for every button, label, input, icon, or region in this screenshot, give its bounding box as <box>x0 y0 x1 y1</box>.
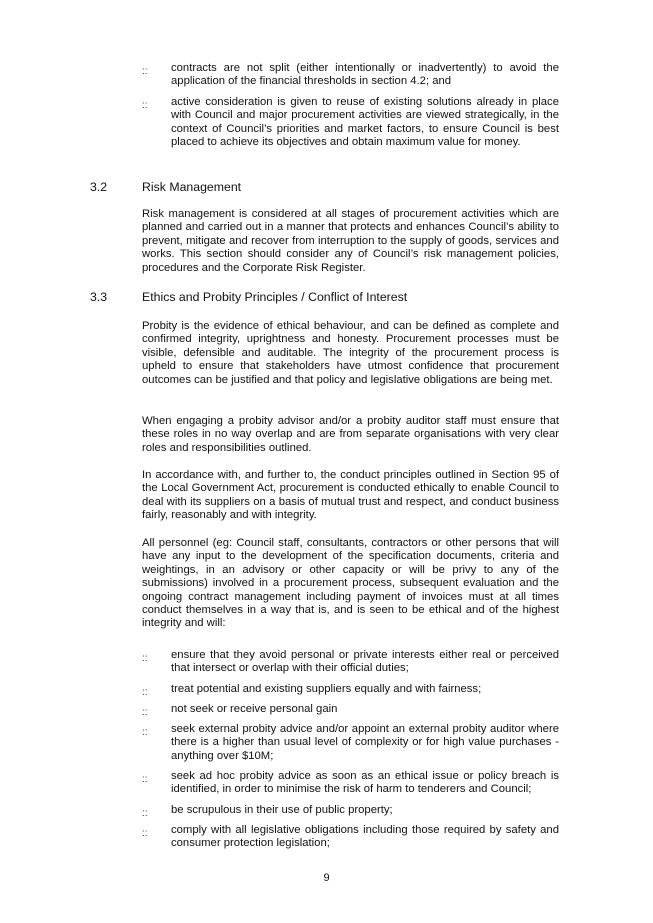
list-item: be scrupulous in their use of public property; <box>171 804 393 816</box>
bullet-marker: :: <box>142 727 148 738</box>
bullet-marker: :: <box>142 828 148 839</box>
section-heading: Risk Management <box>142 180 242 194</box>
bullet-marker: :: <box>142 774 148 785</box>
bullet-marker: :: <box>142 100 148 111</box>
list-item: not seek or receive personal gain <box>171 703 338 715</box>
bullet-marker: :: <box>142 808 148 819</box>
paragraph: All personnel (eg: Council staff, consultants, contractors or other persons that will have any input to the development of the specification documents, criteria and weightings, in an advisory or other capacity or will be privy to any of the submissions) involved in a procurement process, subsequent evaluation and the ongoing contract management including payment of invoices must at all times conduct themselves in a way that is, and is seen to be ethical and of the highest integrity and will: <box>142 537 559 630</box>
bullet-marker: :: <box>142 66 148 77</box>
list-item: comply with all legislative obligations including those required by safety and consumer protection legislation; <box>171 824 559 850</box>
list-item: seek external probity advice and/or appoint an external probity auditor where there is a higher than usual level of complexity or for high value purchases - anything over $10M; <box>171 723 559 762</box>
bullet-marker: :: <box>142 687 148 698</box>
list-item: contracts are not split (either intentionally or inadvertently) to avoid the application of the financial thresholds in section 4.2; and <box>171 62 559 88</box>
paragraph: Probity is the evidence of ethical behaviour, and can be defined as complete and confirmed integrity, uprightness and honesty. Procurement processes must be visible, defensible and auditable. The integrity of the procurement process is upheld to ensure that stakeholders have utmost confidence that procurement outcomes can be justified and that policy and legislative obligations are being met. <box>142 320 559 386</box>
paragraph: In accordance with, and further to, the conduct principles outlined in Section 95 of the Local Government Act, procurement is conducted ethically to enable Council to deal with its suppliers on a basis of mutual trust and respect, and conduct business fairly, reasonably and with integrity. <box>142 469 559 522</box>
list-item: active consideration is given to reuse of existing solutions already in place with Council and major procurement activities are viewed strategically, in the context of Council’s priorities and market factors, to ensure Council is best placed to achieve its objectives and obtain maximum value for money. <box>171 96 559 149</box>
paragraph: When engaging a probity advisor and/or a probity auditor staff must ensure that these roles in no way overlap and are from separate organisations with very clear roles and responsibilities outlined. <box>142 415 559 454</box>
section-number: 3.3 <box>90 290 108 304</box>
bullet-marker: :: <box>142 653 148 664</box>
section-number: 3.2 <box>90 180 108 194</box>
section-heading: Ethics and Probity Principles / Conflict of Interest <box>142 290 408 304</box>
bullet-marker: :: <box>142 707 148 718</box>
list-item: treat potential and existing suppliers equally and with fairness; <box>171 683 482 695</box>
list-item: seek ad hoc probity advice as soon as an ethical issue or policy breach is identified, in order to minimise the risk of harm to tenderers and Council; <box>171 770 559 796</box>
page-number: 9 <box>323 872 330 884</box>
list-item: ensure that they avoid personal or private interests either real or perceived that intersect or overlap with their official duties; <box>171 649 559 675</box>
paragraph: Risk management is considered at all stages of procurement activities which are planned and carried out in a manner that protects and enhances Council’s ability to prevent, mitigate and recover from interruption to the supply of goods, services and works. This section should consider any of Council’s risk management policies, procedures and the Corporate Risk Register. <box>142 208 559 274</box>
